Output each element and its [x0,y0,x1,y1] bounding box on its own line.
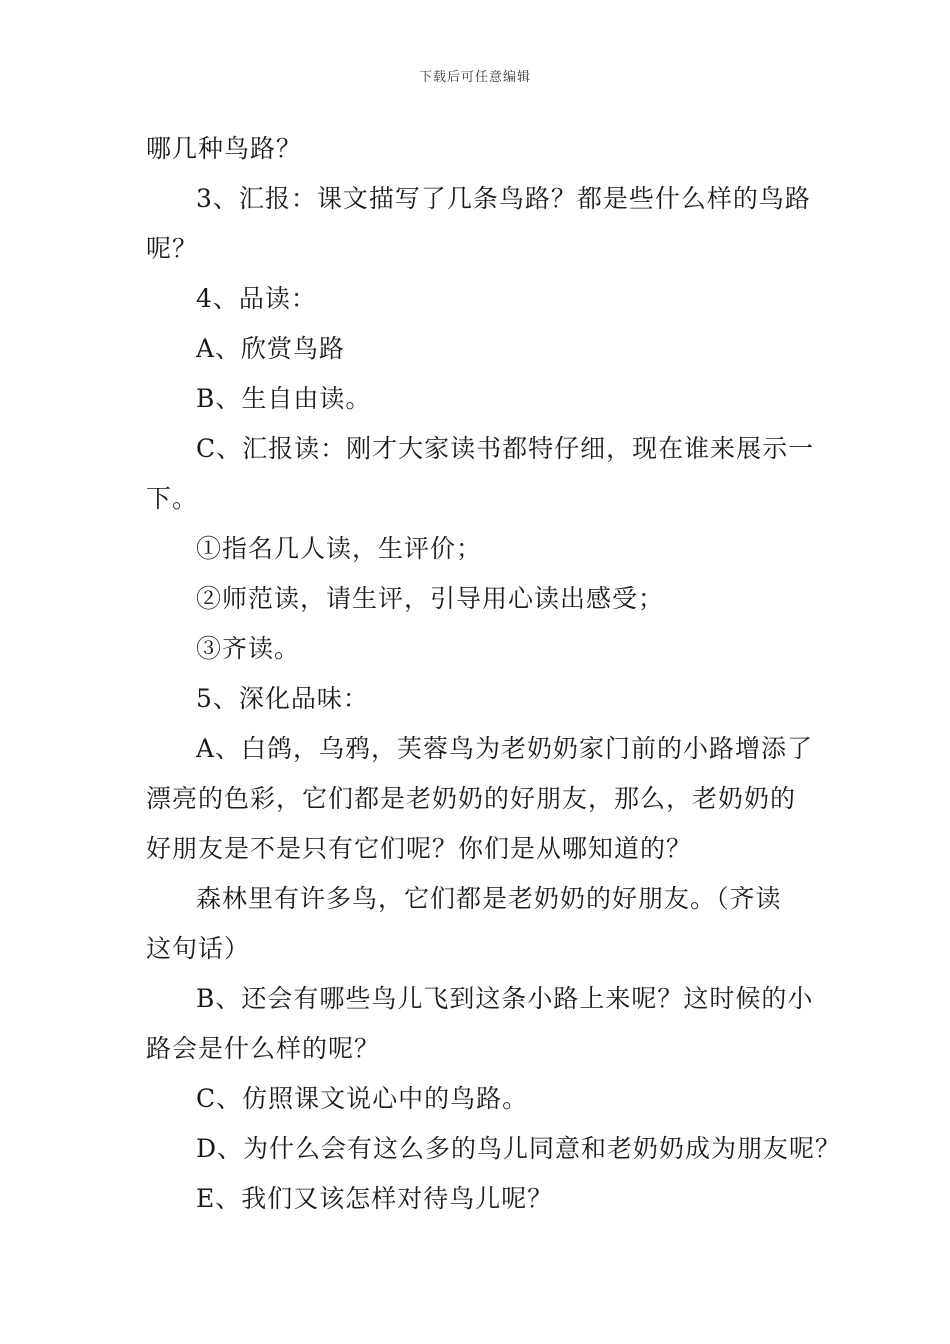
page-header-note: 下载后可任意编辑 [418,70,531,85]
text-line: 好朋友是不是只有它们呢？你们是从哪知道的？ [146,834,693,863]
text-line: ①指名几人读，生评价； [196,534,483,563]
text-line: E、我们又该怎样对待鸟儿呢？ [196,1184,554,1213]
text-line: D、为什么会有这么多的鸟儿同意和老奶奶成为朋友呢？ [196,1134,842,1163]
text-line: 路会是什么样的呢？ [146,1034,381,1063]
text-line: C、汇报读：刚才大家读书都特仔细，现在谁来展示一 [196,434,815,463]
document-body [146,124,842,1224]
text-line: B、生自由读。 [196,384,372,413]
text-line: C、仿照课文说心中的鸟路。 [196,1084,529,1113]
text-line: A、欣赏鸟路 [196,334,346,363]
text-line: 4、品读： [196,284,317,313]
text-line: 漂亮的色彩，它们都是老奶奶的好朋友，那么，老奶奶的 [146,784,797,813]
text-line: 哪几种鸟路？ [146,134,303,163]
text-line: 这句话） [146,934,251,963]
text-line: A、白鸽，乌鸦，芙蓉鸟为老奶奶家门前的小路增添了 [196,734,814,763]
text-line: 森林里有许多鸟，它们都是老奶奶的好朋友。（齐读 [196,884,782,913]
text-line: ③齐读。 [196,634,301,663]
text-line: 呢？ [146,234,199,263]
text-line: 3、汇报：课文描写了几条鸟路？都是些什么样的鸟路 [196,184,811,213]
text-line: 5、深化品味： [196,684,369,713]
text-line: ②师范读，请生评，引导用心读出感受； [196,584,665,613]
text-line: B、还会有哪些鸟儿飞到这条小路上来呢？这时候的小 [196,984,814,1013]
text-line: 下。 [146,484,199,513]
